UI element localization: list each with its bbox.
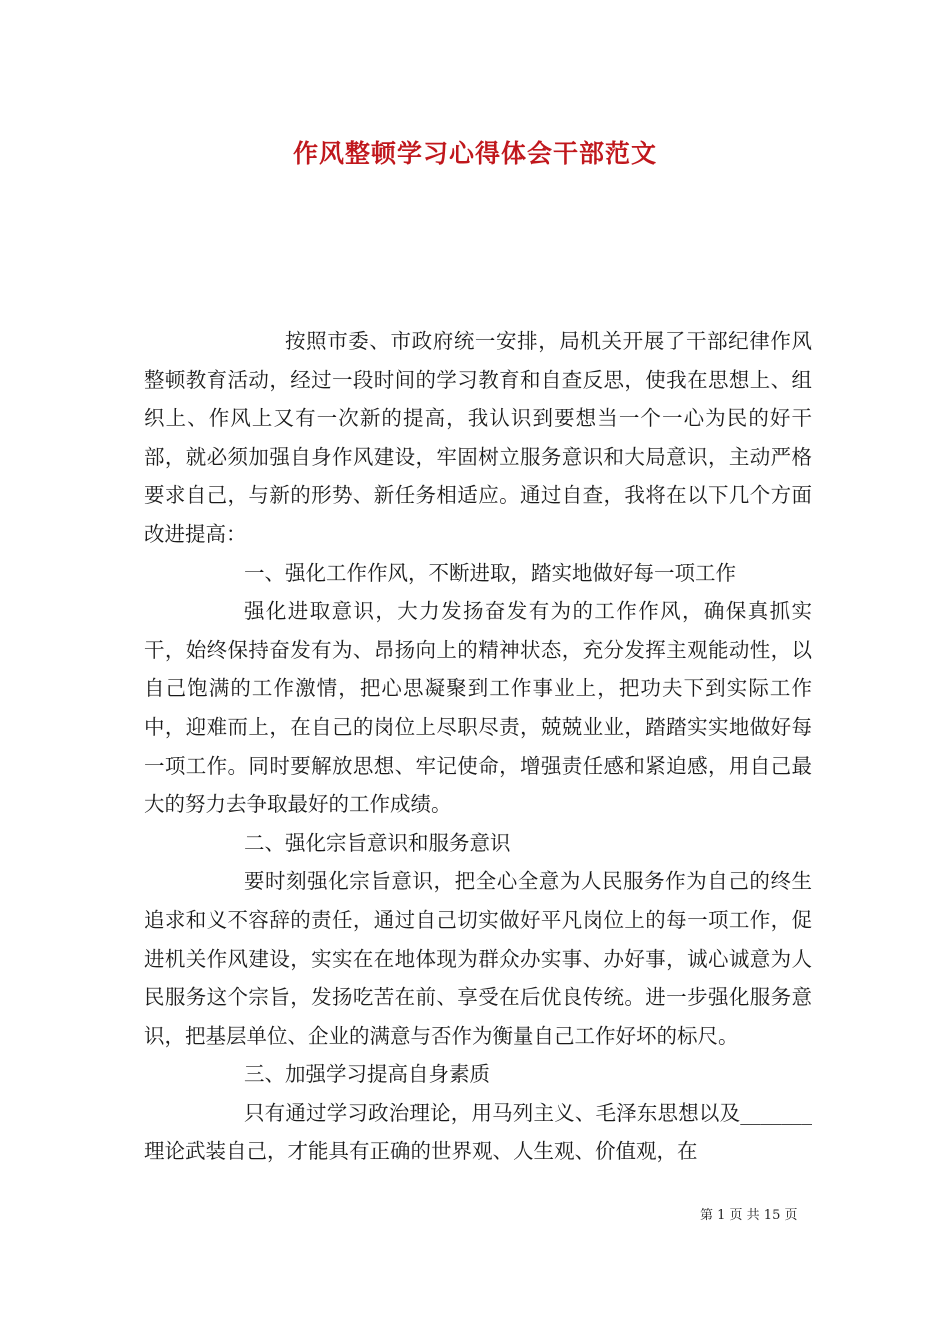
paragraph-intro: 按照市委、市政府统一安排，局机关开展了干部纪律作风整顿教育活动，经过一段时间的学习教育和自查反思，使我在思想上、组织上、作风上又有一次新的提高，我认识到要想当一个一心为民的好干部，就必须加强自身作风建设，牢固树立服务意识和大局意识，主动严格要求自己，与新的形势、新任务相适应。通过自查，我将在以下几个方面改进提高： [144,329,812,546]
paragraph-section-2: 要时刻强化宗旨意识，把全心全意为人民服务作为自己的终生追求和义不容辞的责任，通过自己切实做好平凡岗位上的每一项工作，促进机关作风建设，实实在在地体现为群众办实事、办好事，诚心诚意为人民服务这个宗旨，发扬吃苦在前、享受在后优良传统。进一步强化服务意识，把基层单位、企业的满意与否作为衡量自己工作好坏的标尺。 [144,869,812,1048]
document-body [144,322,812,1171]
document-title: 作风整顿学习心得体会干部范文 [292,139,657,168]
paragraph-section-3: 只有通过学习政治理论，用马列主义、毛泽东思想以及_______理论武装自己，才能具有正确的世界观、人生观、价值观，在 [144,1100,812,1164]
paragraph-section-1: 强化进取意识，大力发扬奋发有为的工作作风，确保真抓实干，始终保持奋发有为、昂扬向上的精神状态，充分发挥主观能动性，以自己饱满的工作激情，把心思凝聚到工作事业上，把功夫下到实际工作中，迎难而上，在自己的岗位上尽职尽责，兢兢业业，踏踏实实地做好每一项工作。同时要解放思想、牢记使命，增强责任感和紧迫感，用自己最大的努力去争取最好的工作成绩。 [144,599,812,817]
page-number: 第 1 页 共 15 页 [700,1208,798,1223]
section-heading-2: 二、强化宗旨意识和服务意识 [244,830,511,855]
section-heading-3: 三、加强学习提高自身素质 [244,1062,490,1087]
section-heading-1: 一、强化工作作风，不断进取，踏实地做好每一项工作 [244,560,736,585]
